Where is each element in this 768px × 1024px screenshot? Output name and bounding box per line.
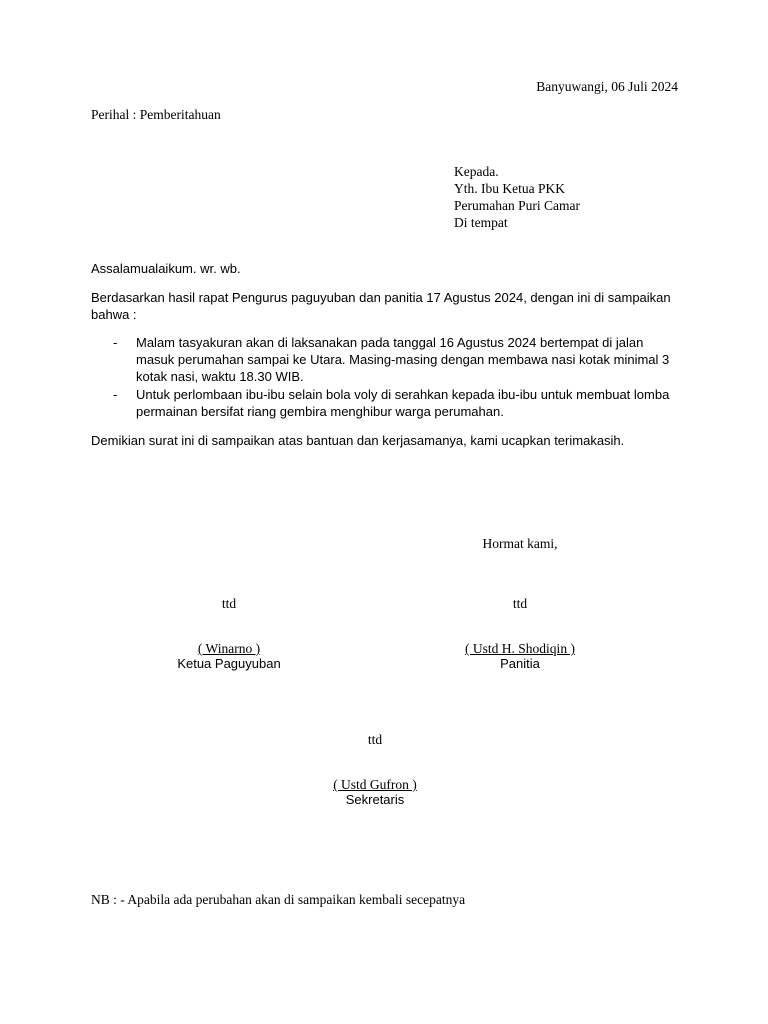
signatory-title: Ketua Paguyuban [177, 656, 281, 671]
recipient-line: Di tempat [454, 215, 508, 230]
signature-mark: ttd [221, 596, 237, 611]
intro-paragraph: Berdasarkan hasil rapat Pengurus paguyuban dan panitia 17 Agustus 2024, dengan ini di sampaikan bahwa : [91, 290, 671, 322]
signature-mark: ttd [512, 596, 528, 611]
subject-line: Perihal : Pemberitahuan [91, 107, 221, 122]
signature-mark: ttd [367, 732, 383, 747]
bullet-text: Malam tasyakuran akan di laksanakan pada tanggal 16 Agustus 2024 bertempat di jalan masuk perumahan sampai ke Utara. Masing-masing dengan membawa nasi kotak minimal 3 kotak nasi, waktu 18.30 WIB. [136, 335, 670, 384]
bullet-text: Untuk perlombaan ibu-ibu selain bola voly di serahkan kepada ibu-ibu untuk membuat lomba permainan bersifat riang gembira menghibur warga perumahan. [136, 387, 670, 419]
signatory-title: Panitia [500, 656, 540, 671]
recipient-line: Yth. Ibu Ketua PKK [454, 181, 565, 196]
recipient-line: Kepada. [454, 164, 499, 179]
recipient-line: Perumahan Puri Camar [454, 198, 580, 213]
closing-paragraph: Demikian surat ini di sampaikan atas bantuan dan kerjasamanya, kami ucapkan terimakasih. [91, 433, 625, 448]
signatory-title: Sekretaris [345, 792, 405, 807]
bullet-dash: - [113, 335, 118, 350]
place-date: Banyuwangi, 06 Juli 2024 [536, 79, 678, 94]
signatory-name: ( Ustd H. Shodiqin ) [465, 641, 575, 656]
signatory-name: ( Ustd Gufron ) [333, 777, 417, 792]
regards: Hormat kami, [482, 536, 558, 551]
signatory-name: ( Winarno ) [197, 641, 261, 656]
bullet-dash: - [113, 387, 118, 402]
note: NB : - Apabila ada perubahan akan di sampaikan kembali secepatnya [91, 892, 466, 907]
greeting: Assalamualaikum. wr. wb. [91, 261, 241, 276]
